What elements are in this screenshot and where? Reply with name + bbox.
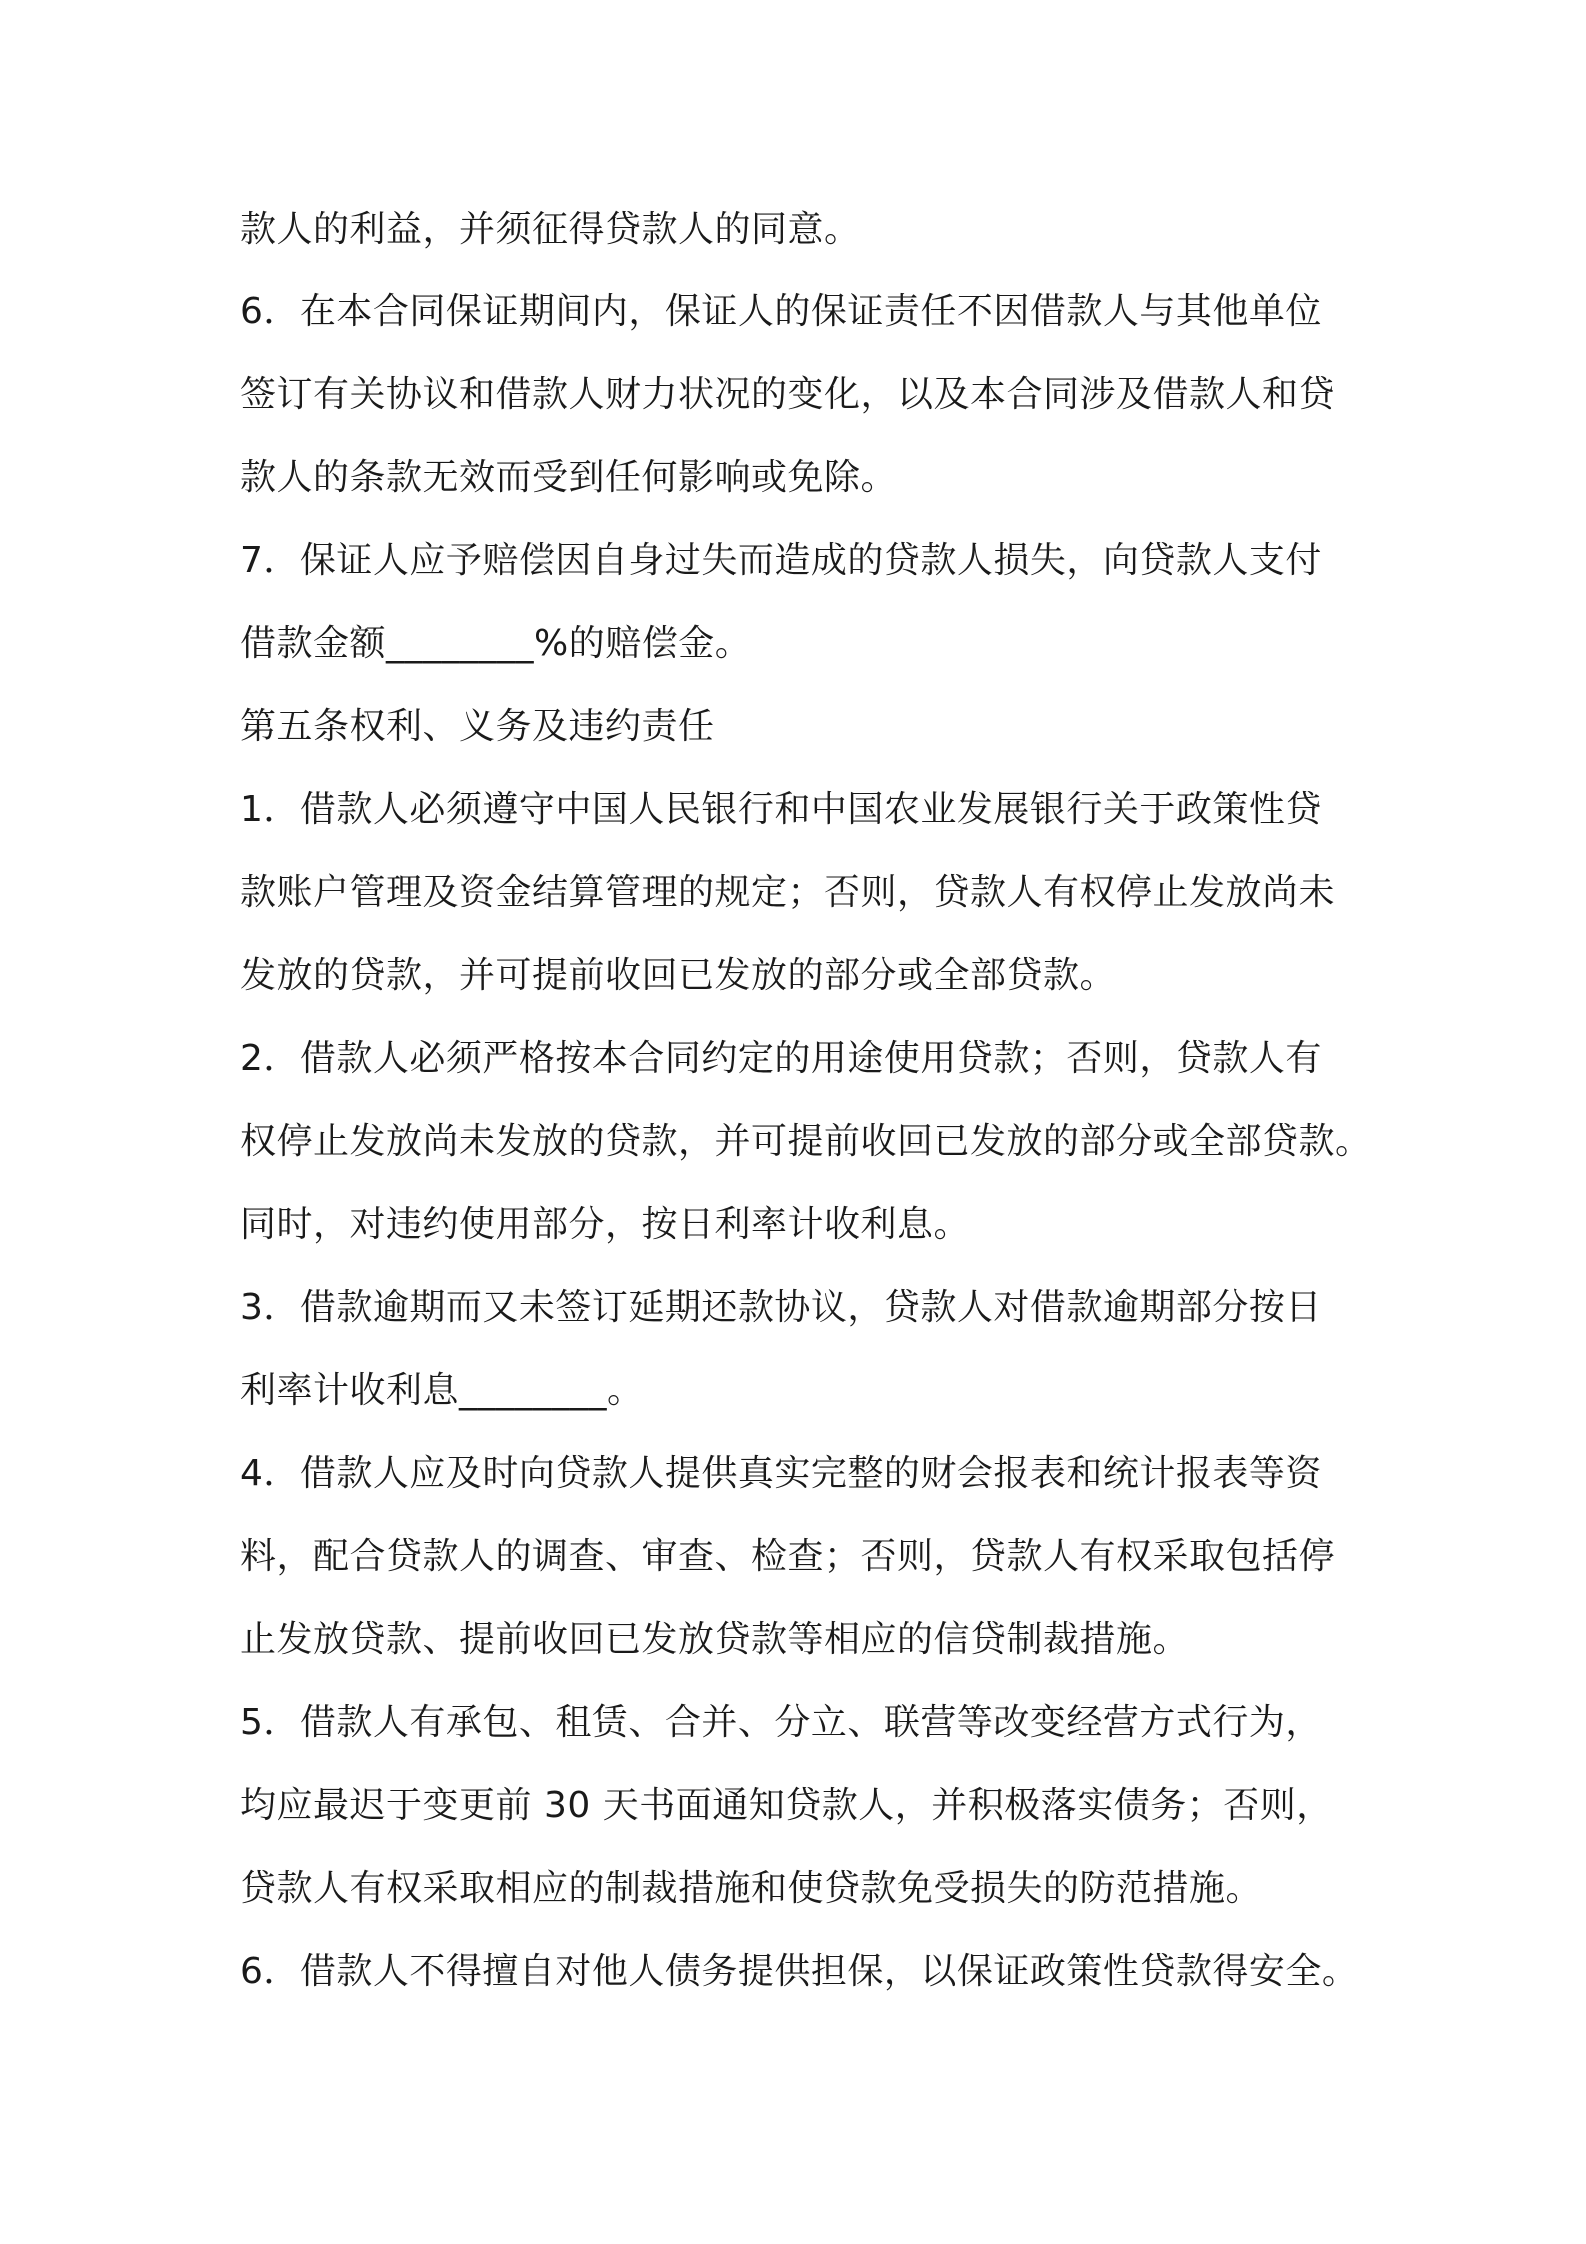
text-line: 5．借款人有承包、租赁、合并、分立、联营等改变经营方式行为， xyxy=(240,1702,1322,1743)
text-line: 3．借款逾期而又未签订延期还款协议，贷款人对借款逾期部分按日 xyxy=(240,1287,1322,1328)
text-line: 料，配合贷款人的调查、审查、检查；否则，贷款人有权采取包括停 xyxy=(240,1536,1336,1577)
text-line: 签订有关协议和借款人财力状况的变化，以及本合同涉及借款人和贷 xyxy=(240,374,1336,415)
text-line: 4．借款人应及时向贷款人提供真实完整的财会报表和统计报表等资 xyxy=(240,1453,1322,1494)
text-line: 贷款人有权采取相应的制裁措施和使贷款免受损失的防范措施。 xyxy=(240,1868,1263,1909)
text-line: 款人的条款无效而受到任何影响或免除。 xyxy=(240,457,898,498)
text-line: 7．保证人应予赔偿因自身过失而造成的贷款人损失，向贷款人支付 xyxy=(240,540,1322,581)
text-line: 利率计收利息________。 xyxy=(240,1370,644,1411)
text-line: 6．借款人不得擅自对他人债务提供担保，以保证政策性贷款得安全。 xyxy=(240,1951,1359,1992)
text-line: 6．在本合同保证期间内，保证人的保证责任不因借款人与其他单位 xyxy=(240,291,1322,332)
text-line: 借款金额________%的赔偿金。 xyxy=(240,623,752,664)
text-line: 款人的利益，并须征得贷款人的同意。 xyxy=(240,209,861,250)
text-line: 款账户管理及资金结算管理的规定；否则，贷款人有权停止发放尚未 xyxy=(240,872,1336,913)
text-line: 止发放贷款、提前收回已发放贷款等相应的信贷制裁措施。 xyxy=(240,1619,1190,1660)
text-line: 发放的贷款，并可提前收回已发放的部分或全部贷款。 xyxy=(240,955,1117,996)
text-line: 均应最迟于变更前 30 天书面通知贷款人，并积极落实债务；否则， xyxy=(240,1785,1333,1826)
text-line: 1．借款人必须遵守中国人民银行和中国农业发展银行关于政策性贷 xyxy=(240,789,1322,830)
text-line: 2．借款人必须严格按本合同约定的用途使用贷款；否则，贷款人有 xyxy=(240,1038,1322,1079)
text-line: 同时，对违约使用部分，按日利率计收利息。 xyxy=(240,1204,971,1245)
section-heading: 第五条权利、义务及违约责任 xyxy=(240,706,715,747)
text-line: 权停止发放尚未发放的贷款，并可提前收回已发放的部分或全部贷款。 xyxy=(240,1121,1372,1162)
